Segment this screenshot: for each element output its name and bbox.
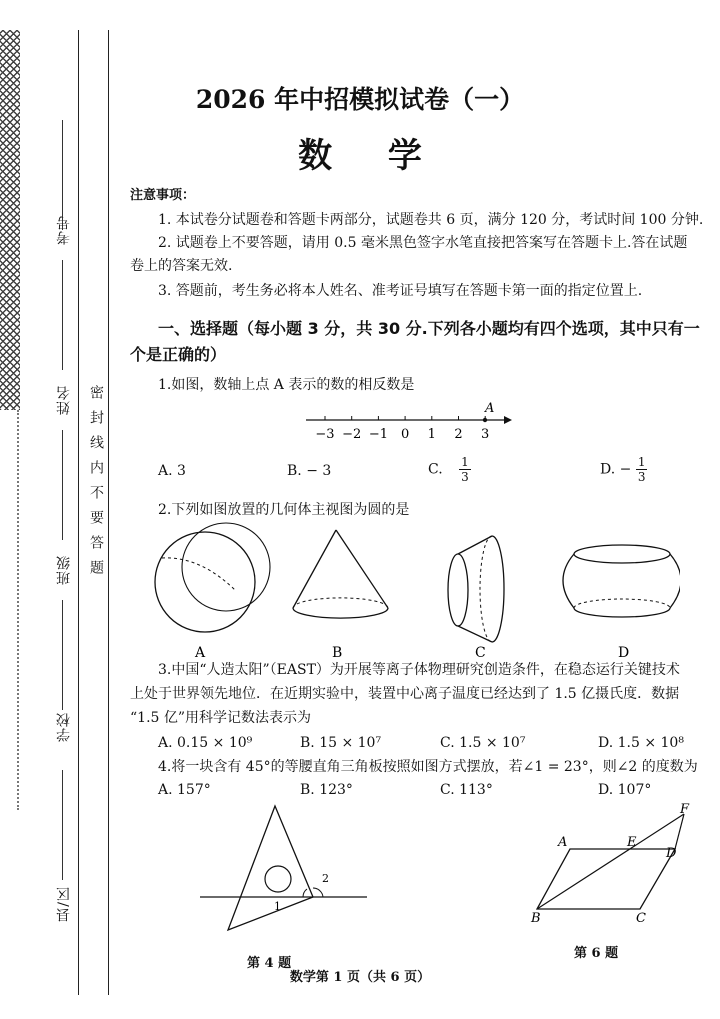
- q4-angle-2-label: 2: [322, 872, 329, 885]
- q1-option-b: B. − 3: [287, 463, 332, 479]
- field-line-district: [62, 770, 63, 880]
- q1-option-c-prefix: C.: [428, 461, 443, 478]
- q6-point-a-label: A: [558, 835, 568, 850]
- q1-tick-label: 2: [454, 427, 463, 442]
- q3-option-c: C. 1.5 × 10⁷: [440, 735, 526, 751]
- q2-label-c: C: [475, 645, 486, 661]
- notice-heading: 注意事项：: [130, 188, 196, 203]
- q1-tick-label: 0: [400, 427, 410, 442]
- q1-number-line: [300, 398, 515, 446]
- q1-option-d: [600, 455, 647, 484]
- q2-solid-d-spherical-segment: [563, 545, 680, 617]
- q1-stem: 1.如图，数轴上点 A 表示的数的相反数是: [158, 377, 415, 393]
- q3-option-d: D. 1.5 × 10⁸: [598, 735, 684, 751]
- q3-stem-line-2: 上处于世界领先地位．在近期实验中，装置中心离子温度已经达到了 1.5 亿摄氏度．数据: [130, 686, 680, 702]
- q1-option-c-fraction: [459, 455, 471, 484]
- q3-stem-line-3: “1.5 亿”用科学记数法表示为: [130, 710, 312, 726]
- q1-option-c: [428, 455, 471, 484]
- q1-tick-label: −1: [368, 427, 388, 442]
- q1-option-d-fraction: [636, 455, 648, 484]
- q2-solid-a-sphere: [155, 523, 270, 632]
- q1-option-d-prefix: D. −: [600, 461, 632, 478]
- field-line-class: [62, 430, 63, 540]
- field-name-label: 姓名: [56, 385, 72, 415]
- q2-stem: 2.下列如图放置的几何体主视图为圆的是: [158, 502, 410, 518]
- q4-angle-1-label: 1: [274, 900, 281, 913]
- q6-point-b-label: B: [531, 911, 541, 926]
- field-line-name: [62, 260, 63, 370]
- q6-point-e-label: E: [627, 835, 637, 850]
- notice-item-3: 3. 答题前，考生务必将本人姓名、准考证号填写在答题卡第一面的指定位置上.: [158, 283, 643, 299]
- q4-option-b: B. 123°: [300, 782, 353, 798]
- q2-label-a: A: [195, 645, 206, 661]
- q6-figure: [520, 800, 700, 930]
- q4-figure: [195, 800, 375, 945]
- q6-point-f-label: F: [680, 802, 690, 817]
- field-line-school: [62, 600, 63, 710]
- q6-figure-caption: 第 6 题: [574, 946, 619, 961]
- q1-tick-label: −2: [342, 427, 362, 442]
- q1-option-a: A. 3: [158, 463, 186, 479]
- notice-item-2-cont: 卷上的答案无效.: [130, 258, 233, 274]
- fraction-numerator: 1: [461, 455, 469, 469]
- q4-figure-caption: 第 4 题: [247, 956, 292, 971]
- field-class-label: 班级: [56, 555, 72, 585]
- q1-tick-label: 3: [481, 427, 490, 442]
- q1-point-a: [483, 418, 487, 422]
- q4-option-c: C. 113°: [440, 782, 493, 798]
- exam-title: 2026 年中招模拟试卷（一）: [195, 85, 525, 114]
- fraction-denominator: 3: [461, 470, 469, 484]
- q2-solids-figure: [140, 520, 680, 665]
- q2-solid-b-cone: [293, 530, 388, 618]
- binding-dotted-line: [17, 410, 19, 810]
- seal-line-warning: 密封线内不要答题: [88, 385, 104, 585]
- q3-option-a: A. 0.15 × 10⁹: [158, 735, 253, 751]
- q2-label-b: B: [332, 645, 343, 661]
- q4-option-d: D. 107°: [598, 782, 652, 798]
- q4-option-a: A. 157°: [158, 782, 211, 798]
- q3-option-b: B. 15 × 10⁷: [300, 735, 382, 751]
- q1-point-a-label: A: [485, 401, 495, 416]
- section-heading: 一、选择题（每小题 3 分，共 30 分.下列各小题均有四个选项，其中只有一: [158, 319, 700, 338]
- section-heading-cont: 个是正确的）: [130, 345, 227, 364]
- notice-item-1: 1. 本试卷分试题卷和答题卡两部分，试题卷共 6 页，满分 120 分，考试时间 100 分钟.: [158, 212, 704, 228]
- q6-point-d-label: D: [666, 846, 677, 861]
- q2-solid-c-frustum: [448, 536, 504, 642]
- q4-stem: 4.将一块含有 45°的等腰直角三角板按照如图方式摆放，若∠1 = 23°，则∠2 的度数为: [158, 759, 698, 775]
- q3-stem-line-1: 3.中国“人造太阳”（EAST）为开展等离子体物理研究创造条件，在稳态运行关键技术: [158, 662, 680, 678]
- field-district-label: 县/区: [56, 886, 72, 922]
- field-school-label: 学校: [56, 712, 72, 742]
- q1-tick-label: −3: [315, 427, 335, 442]
- fraction-denominator: 3: [637, 470, 646, 484]
- q1-tick-label: 1: [427, 427, 436, 442]
- page-footer: 数学第 1 页（共 6 页）: [289, 970, 431, 985]
- field-exam-number-label: 考号: [56, 215, 72, 245]
- fraction-numerator: 1: [637, 455, 646, 469]
- notice-item-2: 2. 试题卷上不要答题，请用 0.5 毫米黑色签字水笔直接把答案写在答题卡上.答在试题: [158, 235, 688, 251]
- q2-label-d: D: [618, 645, 630, 661]
- exam-subject: 数 学: [298, 136, 444, 176]
- q6-point-c-label: C: [636, 911, 646, 926]
